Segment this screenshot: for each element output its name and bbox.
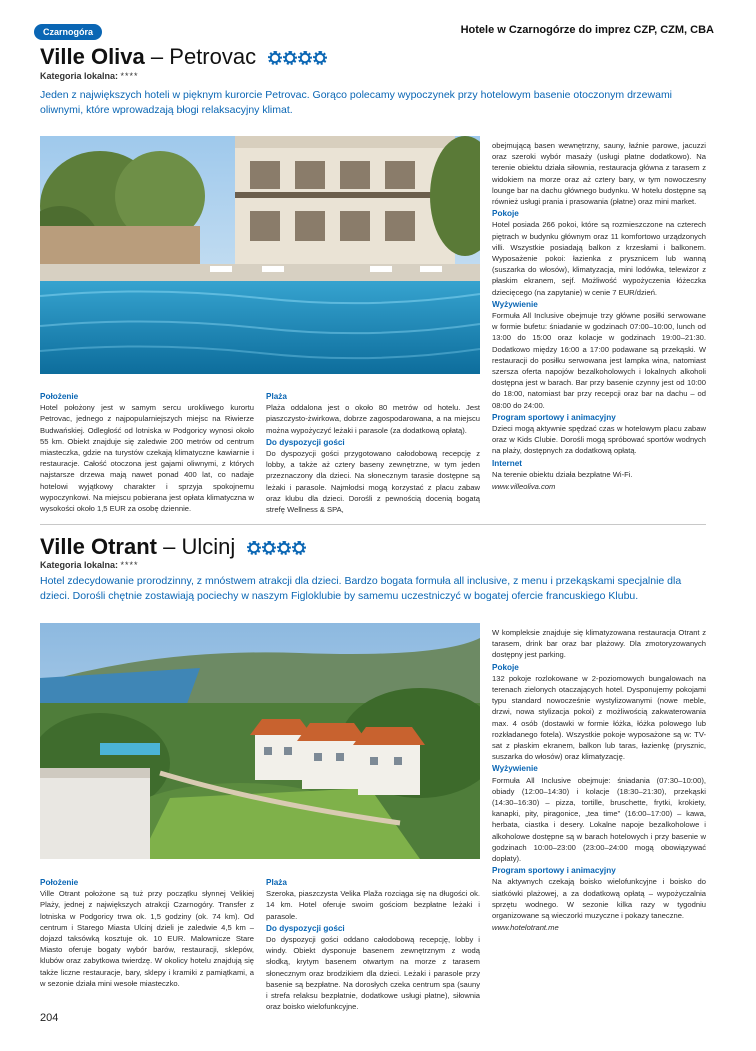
column-ville-oliva-1 <box>40 390 254 515</box>
section-heading-wyzywienie: Wyżywienie <box>492 299 538 309</box>
section-heading-program: Program sportowy i animacyjny <box>492 412 616 422</box>
sun-star-icon <box>292 541 306 555</box>
sun-star-icon <box>298 51 312 65</box>
sun-star-icon <box>247 541 261 555</box>
section-text-goscie: Do dyspozycji gości oddano całodobową recepcję, lobby i windy. Obiekt dysponuje basenem zewnętrznym z wodą słodką, krytym basenem otwartym na morze z tarasem słonecznym oraz brodzikiem dla dzieci. Leżaki i parasole przy basenie są bezpłatne. Na dorosłych czeka centrum spa (sauny i strefa relaksu bezpłatnie, dodatkowe usługi płatne), siłownia oraz boisko wielofunkcyjne. <box>266 935 480 1012</box>
hotel-title-ville-otrant <box>40 534 307 561</box>
section-text-plaza: Szeroka, piaszczysta Velika Plaža rozciąga się na długości ok. 14 km. Hotel oferuje swoim gościom bezpłatne leżaki i parasole. <box>266 889 480 921</box>
section-heading-plaza: Plaża <box>266 392 287 401</box>
pool-photo-illustration <box>40 136 480 374</box>
hotel-intro: Hotel zdecydowanie prorodzinny, z mnóstwem atrakcji dla dzieci. Bardzo bogata formuła all inclusive, z menu i przekąskami specjalnie dla dzieci. Dorośli chętnie zostawiają pociechy w naszym Figloklubie by samemu uczestniczyć w bogatej ofercie francuskiego Klubu. <box>40 575 682 602</box>
local-category-label: Kategoria lokalna: <box>40 71 119 81</box>
local-category <box>40 560 139 570</box>
local-category-stars: **** <box>120 71 139 81</box>
title-separator: – <box>150 44 164 69</box>
section-text-pokoje: 132 pokoje rozlokowane w 2-poziomowych bungalowach na terenach zielonych otaczających hotel. Dysponujemy pokojami typu standard nowocześnie wystylizowanymi (nowe meble, drzwi, nowa stylizacja pokoi) z możliwością zakwaterowania max. 4 osób (dostawki w formie łóżka, łóżka polowego lub rozkładanego fotela). Wszystkie pokoje wyposażone są w: TV-sat z płaskim ekranem, balkon lub taras, łazienkę (prysznic, suszarka do włosów) oraz klimatyzację. <box>492 673 706 762</box>
section-text-polozenie: Ville Otrant położone są tuż przy początku słynnej Velikiej Plaży, jednej z największych atrakcji Czarnogóry. Transfer z lotniska w Podgoricy trwa ok. 1,5 godziny (ok. 74 km). Od centrum i Starego Miasta Ulcinj dzieli je zaledwie 4,5 km – dojazd taksówką kosztuje ok. 10 EUR. Malownicze Stare Miasto oferuje bogaty wybór barów, restauracji, sklepów, klubów oraz zabytkowa twierdzę. W okolicy hotelu znajdują się także liczne restauracje, bary, sklepy i kramiki z pamiątkami, a w sezonie działa mini wesołe miasteczko. <box>40 889 254 988</box>
sun-star-icon <box>313 51 327 65</box>
local-category <box>40 71 139 81</box>
page-number: 204 <box>40 1012 59 1024</box>
section-text-program: Dzieci mogą aktywnie spędzać czas w hotelowym placu zabaw oraz w Kids Clubie. Dorośli mogą spróbować sportów wodnych na plaży, dostępnych za dodatkową opłatą. <box>492 424 706 456</box>
hotel-location: Petrovac <box>169 44 257 69</box>
column-ville-oliva-2 <box>266 390 480 516</box>
section-heading-plaza: Plaża <box>266 878 287 887</box>
column-ville-otrant-1 <box>40 876 254 990</box>
section-heading-internet: Internet <box>492 458 523 468</box>
section-text-wyzywienie: Formuła All Inclusive obejmuje: śniadania (07:30–10:00), obiady (12:00–14:30) i kolacje (18:30–21:30), przekąski (14:30–16:30) – pizza, tortille, bruschette, frytki, krokiety, kanapki, pity, piragonice, „tea time” (16:00–17:00) – kawa, herbata, ciastka i desery. Lokalne napoje bezalkoholowe i alkoholowe dostępne są w barach hotelowych i przy basenie w godzinach 10:00–23:00 (23:00–24:00 mogą obowiązywać dopłaty). <box>492 775 706 864</box>
section-heading-program: Program sportowy i animacyjny <box>492 866 616 876</box>
column-ville-oliva-3 <box>492 140 706 493</box>
section-text-goscie-cont: W kompleksie znajduje się klimatyzowana restauracja Otrant z tarasem, drink bar oraz bar plażowy. Dla zmotoryzowanych dostępny jest parking. <box>492 628 706 660</box>
hotel-website-link[interactable]: www.hotelotrant.me <box>492 923 559 933</box>
hotel-intro: Jeden z największych hoteli w pięknym kurorcie Petrovac. Gorąco polecamy wypoczynek przy hotelowym basenie otoczonym drzewami oliwnymi, które wprowadzają błogi relaksacyjny klimat. <box>40 89 673 116</box>
column-ville-otrant-3 <box>492 627 706 934</box>
section-heading-pokoje: Pokoje <box>492 209 519 219</box>
local-category-label: Kategoria lokalna: <box>40 560 119 570</box>
running-head: Hotele w Czarnogórze do imprez CZP, CZM, CBA <box>460 24 714 36</box>
column-ville-otrant-2 <box>266 876 480 1013</box>
section-heading-polozenie: Położenie <box>40 392 79 401</box>
hotel-name: Ville Otrant <box>40 534 157 559</box>
section-text-wyzywienie: Formuła All Inclusive obejmuje trzy główne posiłki serwowane w formie bufetu: śniadanie w godzinach 07:00–10:00, lunch od 13:00 do 15:00 oraz kolacje w godzinach 19:00–21:30. Dodatkowo między 16:00 a 17:00 podawane są przekąski. W restauracji do posiłku serwowana jest lampka wina, natomiast szersza oferta napojów bezalkoholowych i lokalnych alkoholi dostępna jest w barach. Bar przy basenie czynny jest od 10:00 do 18:00, natomiast bar przy recepcji oraz bar na dachu – od 08:00 do 24:00. <box>492 311 706 410</box>
hotel-rating-stars <box>247 535 307 561</box>
hotel-name: Ville Oliva <box>40 44 145 69</box>
section-heading-goscie: Do dyspozycji gości <box>266 923 345 933</box>
section-text-polozenie: Hotel położony jest w samym sercu urokliwego kurortu Petrovac, jednego z najpopularniejszych miejsc na Riwierze Budwańskiej. Odległość od lotniska w Podgoricy wynosi około 55 km. Obiekt znajduje się zaledwie 200 metrów od centrum miasteczka, gdzie na turystów czekają klimatyczne kawiarnie i restauracje. Całość otoczona jest gajami oliwnymi, z których najstarsze drzewa mają nawet ponad 400 lat, co nadaje hotelowi wyjątkowy charakter i sprzyja spokojnemu wypoczynkowi. Na miejscu pobierana jest opłata klimatyczna w wysokości około 1,5 EUR za osobę dziennie. <box>40 403 254 514</box>
section-heading-polozenie: Położenie <box>40 878 79 887</box>
sun-star-icon <box>283 51 297 65</box>
hotel-title-ville-oliva <box>40 44 328 71</box>
sun-star-icon <box>268 51 282 65</box>
hotel-photo-pool <box>40 136 480 374</box>
hotel-photo-aerial <box>40 623 480 859</box>
sun-star-icon <box>277 541 291 555</box>
section-text-program: Na aktywnych czekają boisko wielofunkcyjne i boisko do siatkówki plażowej, a za dodatkową opłatą – wypożyczalnia sprzętu wodnego. W sezonie kilka razy w tygodniu organizowane są wieczorki muzyczne i pokazy taneczne. <box>492 877 706 921</box>
section-text-plaza: Plaża oddalona jest o około 80 metrów od hotelu. Jest piaszczysto-żwirkowa, dobrze zagospodarowana, a na miejscu można wypożyczyć leżaki i parasole (za dodatkową opłatą). <box>266 403 480 435</box>
country-badge: Czarnogóra <box>34 24 102 40</box>
sun-star-icon <box>262 541 276 555</box>
section-text-goscie-cont: obejmującą basen wewnętrzny, sauny, łaźnie parowe, jacuzzi oraz szeroki wybór masaży (usługi płatne dodatkowo). Na terenie obiektu działa siłownia, restauracja główna z tarasem z widokiem na morze oraz aż cztery bary, w tym nowoczesny lounge bar na dachu głównego budynku. W hotelu dostępne są również usługi prania i prasowania (płatne) oraz mini market. <box>492 141 706 207</box>
title-separator: – <box>163 534 176 559</box>
section-text-goscie: Do dyspozycji gości przygotowano całodobową recepcję z lobby, a także aż cztery baseny zewnętrzne, w tym jeden przeznaczony dla dzieci. Na słonecznym tarasie dostępne są leżaki i parasole. Najmłodsi mogą korzystać z placu zabaw oraz klubu dla dzieci. Dorośli z pewnością docenią bogatą strefę Wellness & SPA, <box>266 449 480 515</box>
hotel-location: Ulcinj <box>181 534 236 559</box>
section-text-pokoje: Hotel posiada 266 pokoi, które są rozmieszczone na czterech piętrach w budynku głównym oraz 11 komfortowo urządzonych villi. Wszystkie posiadają balkon z krzesłami i balkonem. Wyposażenie pokoi: łazienka z prysznicem lub wanną (suszarka do włosów), klimatyzacja, mini lodówka, telewizor z płaskim ekranem, sejf. Możliwość wypożyczenia łóżeczka dziecięcego (na zapytanie) w cenie 7 EUR/dzień. <box>492 220 706 297</box>
local-category-stars: **** <box>120 560 139 570</box>
hotel-rating-stars <box>268 45 328 71</box>
aerial-photo-illustration <box>40 623 480 859</box>
hotel-website-link[interactable]: www.villeoliva.com <box>492 482 556 492</box>
section-heading-pokoje: Pokoje <box>492 662 519 672</box>
section-text-internet: Na terenie obiektu działa bezpłatne Wi-Fi. <box>492 469 633 479</box>
section-divider <box>40 524 706 525</box>
section-heading-goscie: Do dyspozycji gości <box>266 437 345 447</box>
section-heading-wyzywienie: Wyżywienie <box>492 764 538 774</box>
